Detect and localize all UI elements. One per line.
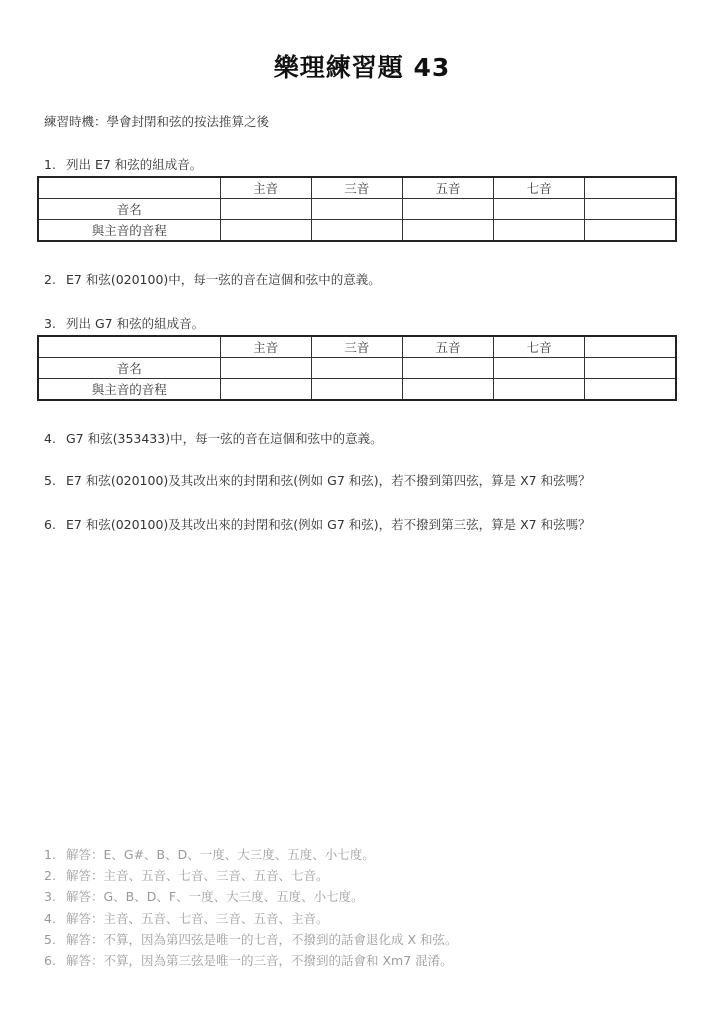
table-header-cell: 主音 <box>220 336 311 358</box>
row-label: 音名 <box>38 199 220 220</box>
answer-cell[interactable] <box>585 379 676 401</box>
answer-number: 4. <box>44 910 56 926</box>
answer-cell[interactable] <box>220 379 311 401</box>
question-number: 6. <box>44 517 56 532</box>
question-6 <box>44 515 591 533</box>
answer-text: 解答：G、B、D、F、一度、大三度、五度、小七度。 <box>66 889 364 905</box>
answer-cell[interactable] <box>402 379 493 401</box>
question-1 <box>44 155 202 173</box>
answer-number: 5. <box>44 931 56 947</box>
question-text: G7 和弦(353433)中，每一弦的音在這個和弦中的意義。 <box>66 431 383 446</box>
answer-cell[interactable] <box>402 358 493 379</box>
answer-cell[interactable] <box>494 379 585 401</box>
answer-cell[interactable] <box>585 199 676 220</box>
answer-cell[interactable] <box>402 220 493 242</box>
answer-number: 2. <box>44 868 56 884</box>
answer-cell[interactable] <box>311 358 402 379</box>
question-2 <box>44 270 381 288</box>
table-header-cell <box>585 336 676 358</box>
table-header-row <box>38 336 676 358</box>
answer-cell[interactable] <box>220 358 311 379</box>
answer-item <box>44 909 458 930</box>
answer-text: 解答：主音、五音、七音、三音、五音、主音。 <box>66 910 329 926</box>
question-text: E7 和弦(020100)及其改出來的封閉和弦(例如 G7 和弦)，若不撥到第四弦，算是 X7 和弦嗎？ <box>66 473 591 488</box>
question-text: E7 和弦(020100)及其改出來的封閉和弦(例如 G7 和弦)，若不撥到第三弦，算是 X7 和弦嗎？ <box>66 517 591 532</box>
answer-cell[interactable] <box>311 220 402 242</box>
table-header-cell: 三音 <box>311 177 402 199</box>
table-header-cell: 三音 <box>311 336 402 358</box>
row-label: 音名 <box>38 358 220 379</box>
table-e7 <box>37 176 677 242</box>
answer-cell[interactable] <box>311 199 402 220</box>
table-row <box>38 379 676 401</box>
answer-item <box>44 845 458 866</box>
answer-cell[interactable] <box>494 358 585 379</box>
table-header-cell <box>38 336 220 358</box>
table-row <box>38 199 676 220</box>
question-number: 2. <box>44 272 56 287</box>
question-text: E7 和弦(020100)中，每一弦的音在這個和弦中的意義。 <box>66 272 381 287</box>
table-row <box>38 220 676 242</box>
question-4 <box>44 429 383 447</box>
answer-cell[interactable] <box>494 199 585 220</box>
answer-cell[interactable] <box>220 199 311 220</box>
answer-cell[interactable] <box>220 220 311 242</box>
answer-number: 1. <box>44 847 56 862</box>
answer-cell[interactable] <box>494 220 585 242</box>
answer-list <box>44 845 458 972</box>
question-5 <box>44 471 591 489</box>
table-header-cell: 五音 <box>402 177 493 199</box>
answer-number: 6. <box>44 952 56 968</box>
table-row <box>38 358 676 379</box>
question-3 <box>44 314 204 332</box>
answer-cell[interactable] <box>311 379 402 401</box>
table-header-cell: 七音 <box>494 177 585 199</box>
intro-text: 練習時機：學會封閉和弦的按法推算之後 <box>44 114 270 129</box>
table-header-cell <box>585 177 676 199</box>
answer-cell[interactable] <box>402 199 493 220</box>
question-number: 4. <box>44 431 56 446</box>
table-header-cell: 五音 <box>402 336 493 358</box>
question-text: 列出 G7 和弦的組成音。 <box>66 316 205 331</box>
answer-text: 解答：主音、五音、七音、三音、五音、七音。 <box>66 868 329 884</box>
table-header-row <box>38 177 676 199</box>
question-number: 5. <box>44 473 56 488</box>
answer-cell[interactable] <box>585 220 676 242</box>
answer-number: 3. <box>44 889 56 905</box>
answer-item <box>44 951 458 972</box>
answer-item <box>44 866 458 887</box>
page-title: 樂理練習題 43 <box>273 53 451 82</box>
answer-item <box>44 930 458 951</box>
table-g7 <box>37 335 677 401</box>
table-header-cell: 主音 <box>220 177 311 199</box>
answer-text: 解答：E、G#、B、D、一度、大三度、五度、小七度。 <box>66 847 375 862</box>
table-header-cell <box>38 177 220 199</box>
question-number: 3. <box>44 316 56 331</box>
question-text: 列出 E7 和弦的組成音。 <box>66 157 203 172</box>
question-number: 1. <box>44 157 56 172</box>
table-header-cell: 七音 <box>494 336 585 358</box>
answer-text: 解答：不算，因為第三弦是唯一的三音，不撥到的話會和 Xm7 混淆。 <box>66 952 453 968</box>
row-label: 與主音的音程 <box>38 220 220 242</box>
row-label: 與主音的音程 <box>38 379 220 401</box>
answer-text: 解答：不算，因為第四弦是唯一的七音，不撥到的話會退化成 X 和弦。 <box>66 931 458 947</box>
answer-item <box>44 887 458 908</box>
answer-cell[interactable] <box>585 358 676 379</box>
